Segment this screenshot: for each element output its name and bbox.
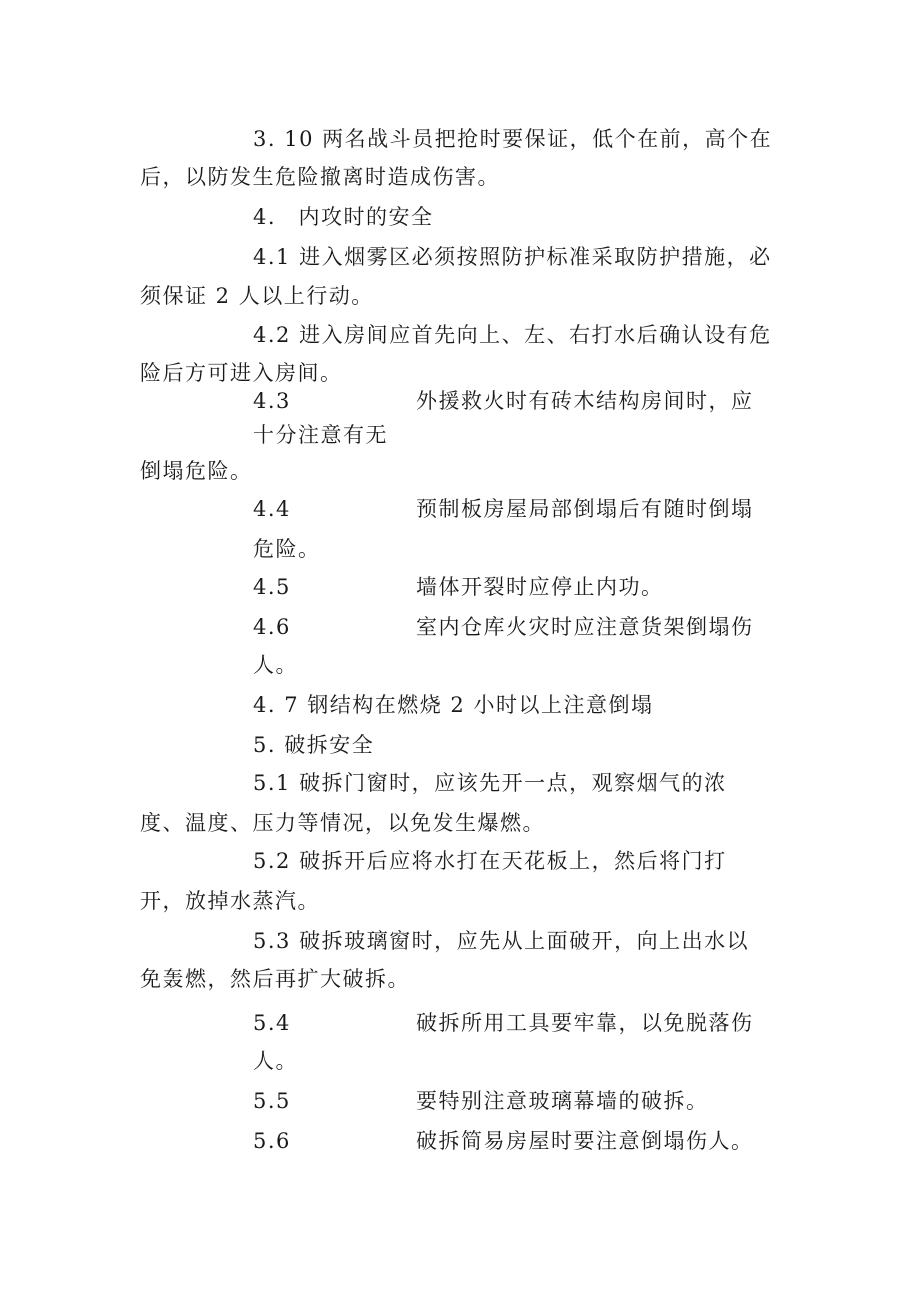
paragraph-5-4-line-2: 人。: [253, 1049, 298, 1073]
paragraph-5-2-line-2: 开，放掉水蒸汽。: [140, 889, 320, 913]
paragraph-5-2-line-1: 5.2 破拆开后应将水打在天花板上，然后将门打: [253, 849, 727, 873]
paragraph-4-3-line-1: 外援救火时有砖木结构房间时，应: [416, 389, 754, 413]
item-number-5-6: 5.6: [253, 1129, 291, 1153]
item-number-4-6: 4.6: [253, 615, 291, 639]
paragraph-3-10-line-1: 3. 10 两名战斗员把抢时要保证，低个在前，高个在: [253, 127, 773, 151]
paragraph-4-2-line-2: 险后方可进入房间。: [140, 361, 343, 385]
paragraph-3-10-line-2: 后，以防发生危险撤离时造成伤害。: [140, 165, 500, 189]
paragraph-5-3-line-2: 免轰燃，然后再扩大破拆。: [140, 967, 410, 991]
paragraph-5-1-line-2: 度、温度、压力等情况，以免发生爆燃。: [140, 811, 545, 835]
item-number-4-5: 4.5: [253, 575, 291, 599]
paragraph-5-6-line-1: 破拆简易房屋时要注意倒塌伤人。: [416, 1129, 754, 1153]
paragraph-5-5-line-1: 要特别注意玻璃幕墙的破拆。: [416, 1089, 709, 1113]
item-number-5-4: 5.4: [253, 1011, 291, 1035]
paragraph-4-6-line-2: 人。: [253, 653, 298, 677]
paragraph-4-4-line-1: 预制板房屋局部倒塌后有随时倒塌: [416, 497, 754, 521]
paragraph-4-7: 4. 7 钢结构在燃烧 2 小时以上注意倒塌: [253, 693, 654, 717]
paragraph-4-3-line-2: 十分注意有无: [253, 423, 388, 447]
section-5-heading: 5. 破拆安全: [253, 733, 375, 757]
section-4-heading: 4. 内攻时的安全: [253, 205, 434, 229]
item-number-4-3: 4.3: [253, 389, 291, 413]
paragraph-4-3-line-3: 倒塌危险。: [140, 459, 253, 483]
paragraph-4-2-line-1: 4.2 进入房间应首先向上、左、右打水后确认设有危: [253, 323, 772, 347]
paragraph-5-4-line-1: 破拆所用工具要牢靠，以免脱落伤: [416, 1011, 754, 1035]
item-number-4-4: 4.4: [253, 497, 291, 521]
paragraph-4-5-line-1: 墙体开裂时应停止内功。: [416, 575, 664, 599]
paragraph-5-3-line-1: 5.3 破拆玻璃窗时，应先从上面破开，向上出水以: [253, 929, 750, 953]
paragraph-4-6-line-1: 室内仓库火灾时应注意货架倒塌伤: [416, 615, 754, 639]
paragraph-5-1-line-1: 5.1 破拆门窗时，应该先开一点，观察烟气的浓: [253, 771, 727, 795]
paragraph-4-1-line-2: 须保证 2 人以上行动。: [140, 284, 374, 308]
paragraph-4-4-line-2: 危险。: [253, 537, 321, 561]
paragraph-4-1-line-1: 4.1 进入烟雾区必须按照防护标准采取防护措施，必: [253, 245, 772, 269]
item-number-5-5: 5.5: [253, 1089, 291, 1113]
